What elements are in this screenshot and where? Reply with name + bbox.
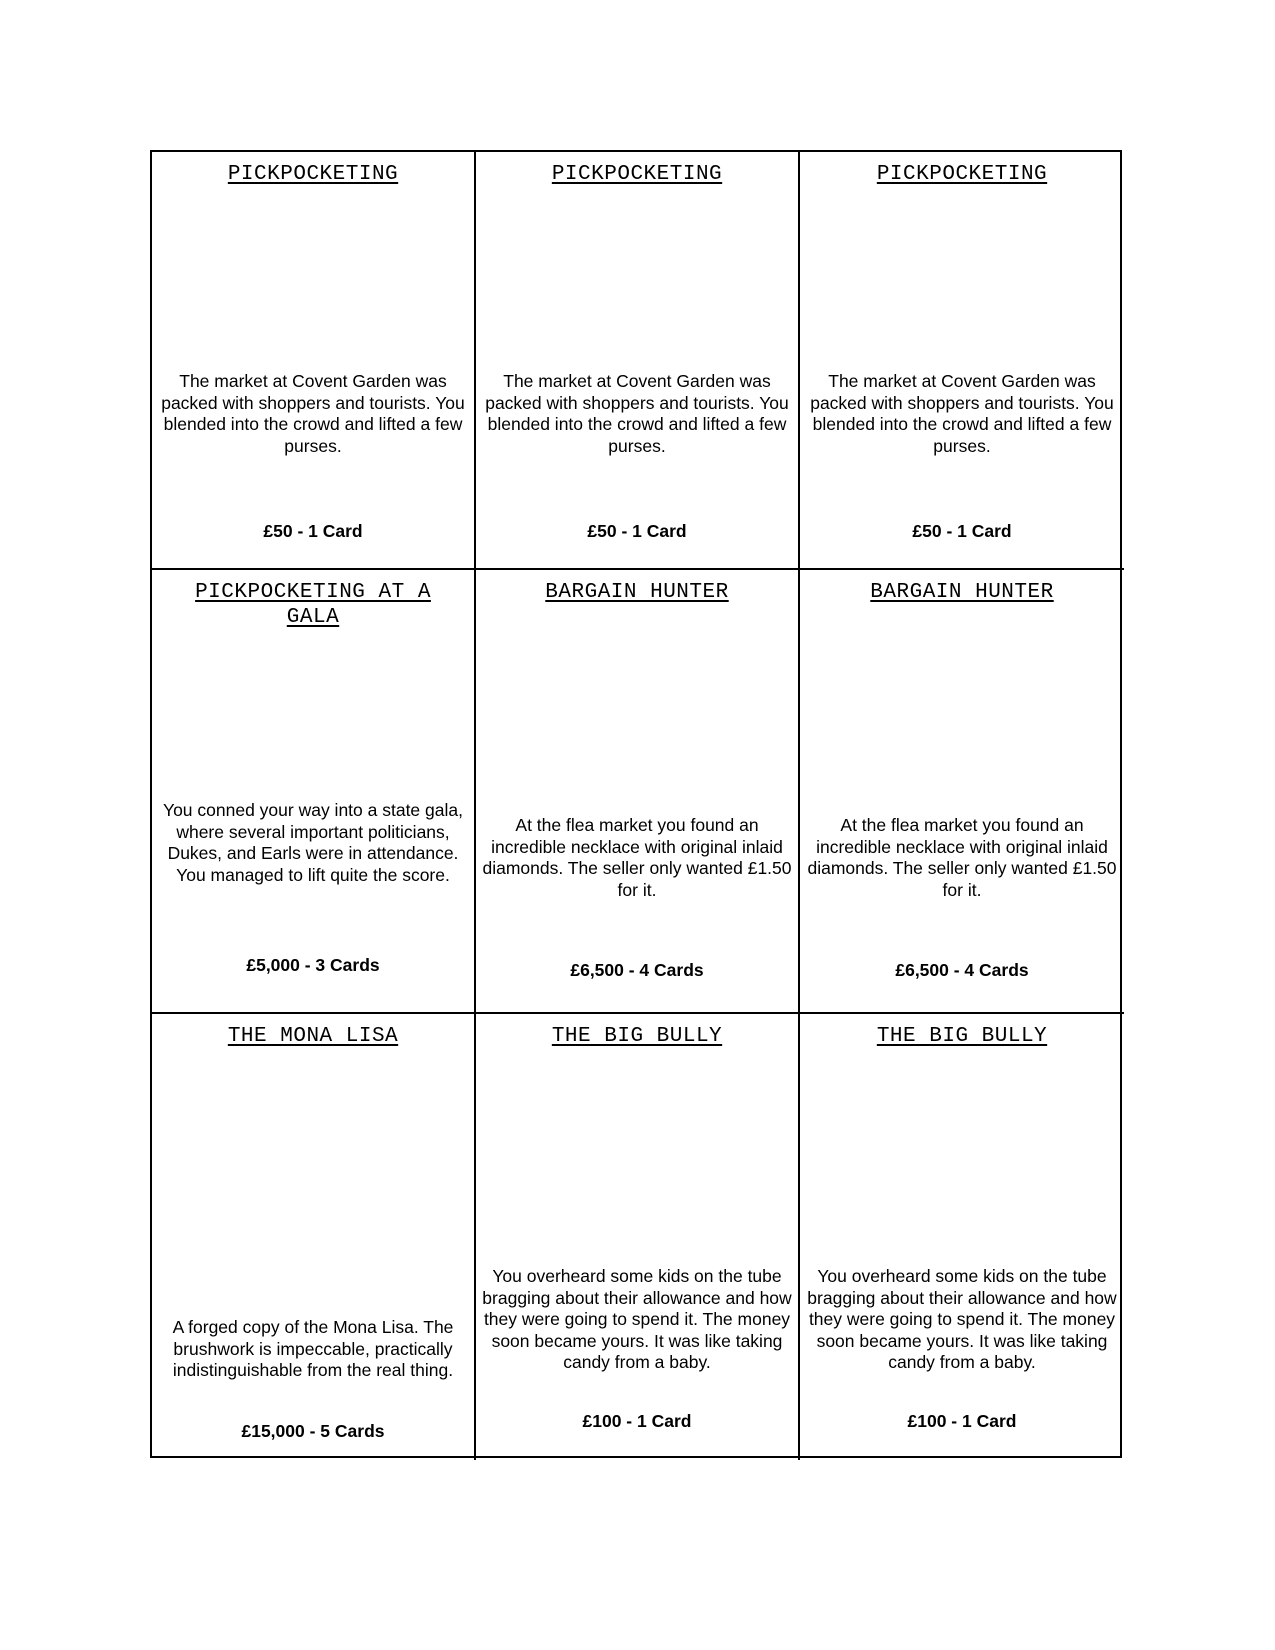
card-mona-lisa xyxy=(152,1014,476,1460)
card-pickpocketing-2 xyxy=(476,152,800,570)
card-description: You conned your way into a state gala, where several important politicians, Dukes, and Earls were in attendance. You managed to lift quite the score. xyxy=(163,800,463,885)
card-sheet xyxy=(150,150,1122,1458)
card-description: You overheard some kids on the tube bragging about their allowance and how they were going to spend it. The money soon became yours. It was like taking candy from a baby. xyxy=(482,1266,792,1372)
card-title: THE BIG BULLY xyxy=(876,1025,1048,1048)
card-pickpocketing-gala xyxy=(152,570,476,1014)
card-value: £100 - 1 Card xyxy=(907,1411,1017,1431)
card-title: PICKPOCKETING AT A GALA xyxy=(195,581,431,629)
card-big-bully-1 xyxy=(476,1014,800,1460)
card-description: A forged copy of the Mona Lisa. The brushwork is impeccable, practically indistinguishable from the real thing. xyxy=(172,1317,454,1380)
card-value: £50 - 1 Card xyxy=(912,521,1012,541)
card-description: At the flea market you found an incredible necklace with original inlaid diamonds. The seller only wanted £1.50 for it. xyxy=(482,815,792,900)
card-pickpocketing-3 xyxy=(800,152,1124,570)
card-value: £5,000 - 3 Cards xyxy=(246,955,380,975)
card-title: BARGAIN HUNTER xyxy=(870,581,1054,604)
card-pickpocketing-1 xyxy=(152,152,476,570)
card-description: The market at Covent Garden was packed with shoppers and tourists. You blended into the crowd and lifted a few purses. xyxy=(810,371,1114,456)
card-title: THE BIG BULLY xyxy=(551,1025,723,1048)
card-value: £6,500 - 4 Cards xyxy=(570,960,704,980)
card-description: The market at Covent Garden was packed with shoppers and tourists. You blended into the crowd and lifted a few purses. xyxy=(485,371,789,456)
card-value: £50 - 1 Card xyxy=(263,521,363,541)
card-value: £100 - 1 Card xyxy=(582,1411,692,1431)
card-title: PICKPOCKETING xyxy=(551,163,723,186)
card-description: The market at Covent Garden was packed with shoppers and tourists. You blended into the crowd and lifted a few purses. xyxy=(161,371,465,456)
card-title: THE MONA LISA xyxy=(227,1025,399,1048)
card-value: £6,500 - 4 Cards xyxy=(895,960,1029,980)
card-value: £15,000 - 5 Cards xyxy=(241,1421,385,1441)
card-bargain-hunter-1 xyxy=(476,570,800,1014)
card-big-bully-2 xyxy=(800,1014,1124,1460)
card-title: PICKPOCKETING xyxy=(227,163,399,186)
card-description: At the flea market you found an incredible necklace with original inlaid diamonds. The seller only wanted £1.50 for it. xyxy=(807,815,1117,900)
card-bargain-hunter-2 xyxy=(800,570,1124,1014)
card-description: You overheard some kids on the tube bragging about their allowance and how they were going to spend it. The money soon became yours. It was like taking candy from a baby. xyxy=(807,1266,1117,1372)
card-title: PICKPOCKETING xyxy=(876,163,1048,186)
card-title: BARGAIN HUNTER xyxy=(545,581,729,604)
card-value: £50 - 1 Card xyxy=(587,521,687,541)
